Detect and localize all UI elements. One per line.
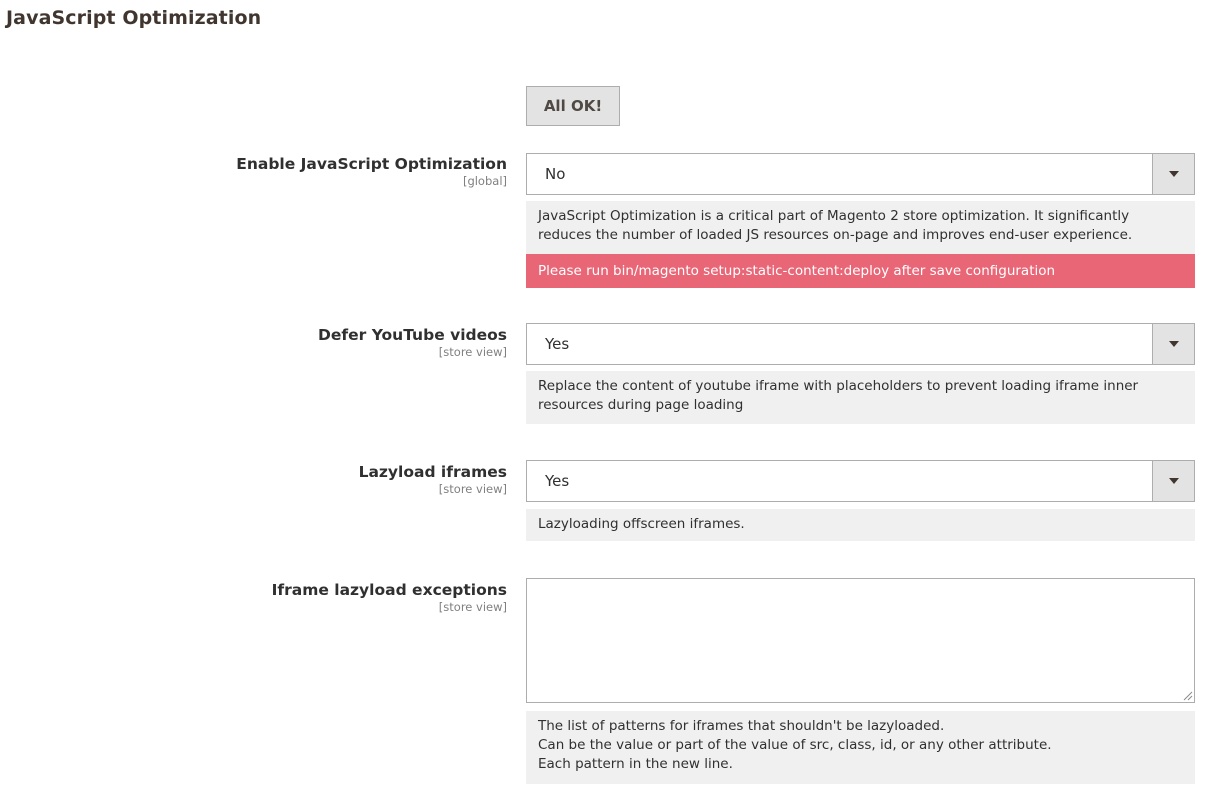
select-arrow-button[interactable] xyxy=(1152,324,1194,364)
select-arrow-button[interactable] xyxy=(1152,461,1194,501)
enable-js-alert: Please run bin/magento setup:static-content:deploy after save configuration xyxy=(526,254,1195,288)
defer-youtube-note: Replace the content of youtube iframe with placeholders to prevent loading iframe inner resources during page loading xyxy=(526,371,1195,424)
chevron-down-icon xyxy=(1169,341,1179,347)
enable-js-select-value: No xyxy=(545,165,566,183)
iframe-exceptions-note xyxy=(526,711,1195,784)
lazyload-iframes-scope: [store view] xyxy=(438,482,507,496)
iframe-exceptions-label xyxy=(272,580,507,614)
enable-js-label xyxy=(236,154,507,188)
defer-youtube-scope: [store view] xyxy=(438,345,507,359)
iframe-exceptions-textarea[interactable] xyxy=(526,578,1195,703)
defer-youtube-label-text: Defer YouTube videos xyxy=(318,326,507,344)
lazyload-iframes-select-value: Yes xyxy=(545,472,570,490)
iframe-exceptions-note-line: Can be the value or part of the value of src, class, id, or any other attribute. xyxy=(538,737,1052,753)
iframe-exceptions-note-line: Each pattern in the new line. xyxy=(538,756,733,772)
lazyload-iframes-select[interactable] xyxy=(526,460,1195,502)
defer-youtube-select-value: Yes xyxy=(545,335,570,353)
enable-js-scope: [global] xyxy=(462,174,507,188)
iframe-exceptions-scope: [store view] xyxy=(438,600,507,614)
section-title: JavaScript Optimization xyxy=(6,7,262,29)
chevron-down-icon xyxy=(1169,478,1179,484)
resize-handle-icon[interactable] xyxy=(1181,689,1193,701)
enable-js-note: JavaScript Optimization is a critical part of Magento 2 store optimization. It significantly reduces the number of loaded JS resources on-page and improves end-user experience. xyxy=(526,201,1195,254)
iframe-exceptions-note-line: The list of patterns for iframes that shouldn't be lazyloaded. xyxy=(538,718,945,734)
enable-js-select[interactable] xyxy=(526,153,1195,195)
enable-js-label-text: Enable JavaScript Optimization xyxy=(236,155,507,173)
defer-youtube-label xyxy=(318,325,507,359)
lazyload-iframes-note: Lazyloading offscreen iframes. xyxy=(526,509,1195,541)
all-ok-button[interactable]: All OK! xyxy=(526,86,620,126)
lazyload-iframes-label-text: Lazyload iframes xyxy=(358,463,507,481)
lazyload-iframes-label xyxy=(359,462,507,496)
iframe-exceptions-label-text: Iframe lazyload exceptions xyxy=(271,581,507,599)
select-arrow-button[interactable] xyxy=(1152,154,1194,194)
defer-youtube-select[interactable] xyxy=(526,323,1195,365)
chevron-down-icon xyxy=(1169,171,1179,177)
